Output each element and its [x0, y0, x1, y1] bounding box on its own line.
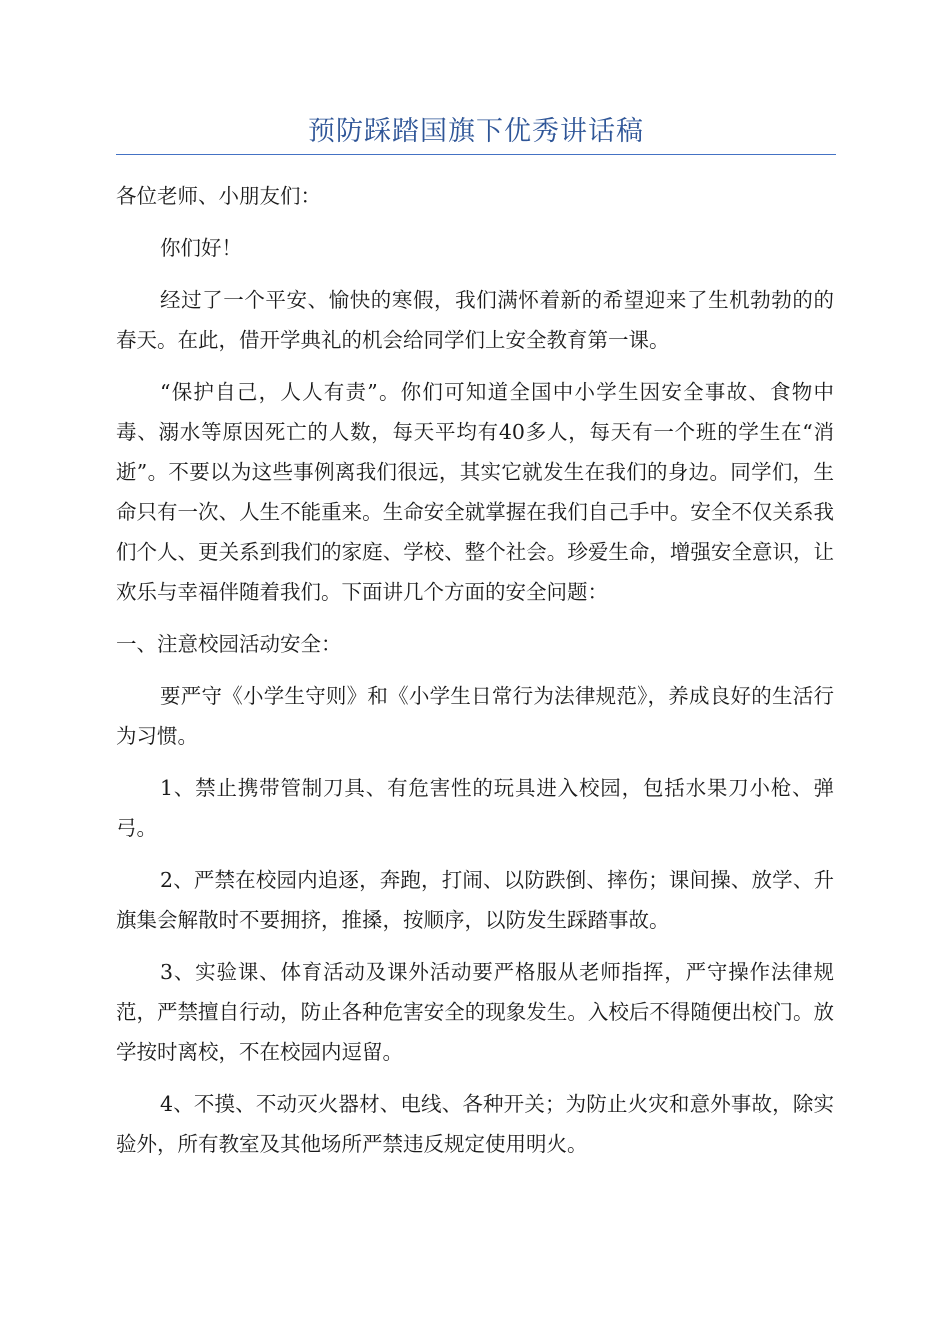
paragraph-greeting: 你们好！: [160, 236, 242, 260]
list-item-1: 1、禁止携带管制刀具、有危害性的玩具进入校园，包括水果刀小枪、弹弓。: [116, 776, 834, 840]
list-item-4: 4、不摸、不动灭火器材、电线、各种开关；为防止火灾和意外事故，除实验外，所有教室及其他场所严禁违反规定使用明火。: [116, 1092, 834, 1156]
paragraph-salutation: 各位老师、小朋友们：: [116, 184, 321, 208]
paragraph-rules: 要严守《小学生守则》和《小学生日常行为法律规范》，养成良好的生活行为习惯。: [116, 684, 834, 748]
paragraph-safety-responsibility: “保护自己，人人有责”。你们可知道全国中小学生因安全事故、食物中毒、溺水等原因死亡的人数，每天平均有40多人，每天有一个班的学生在“消逝”。不要以为这些事例离我们很远，其实它就发生在我们的身边。同学们，生命只有一次、人生不能重来。生命安全就掌握在我们自己手中。安全不仅关系我们个人、更关系到我们的家庭、学校、整个社会。珍爱生命，增强安全意识，让欢乐与幸福伴随着我们。下面讲几个方面的安全问题：: [116, 380, 834, 604]
list-item-3: 3、实验课、体育活动及课外活动要严格服从老师指挥，严守操作法律规范，严禁擅自行动，防止各种危害安全的现象发生。入校后不得随便出校门。放学按时离校，不在校园内逗留。: [116, 960, 834, 1064]
document-body: [116, 176, 834, 1176]
paragraph-intro: 经过了一个平安、愉快的寒假，我们满怀着新的希望迎来了生机勃勃的的春天。在此，借开学典礼的机会给同学们上安全教育第一课。: [116, 288, 834, 352]
title-underline: [116, 154, 836, 155]
list-item-2: 2、严禁在校园内追逐，奔跑，打闹、以防跌倒、摔伤；课间操、放学、升旗集会解散时不要拥挤，推搡，按顺序，以防发生踩踏事故。: [116, 868, 834, 932]
document-title: 预防踩踏国旗下优秀讲话稿: [308, 116, 644, 147]
section-heading-campus-safety: 一、注意校园活动安全：: [116, 632, 342, 656]
